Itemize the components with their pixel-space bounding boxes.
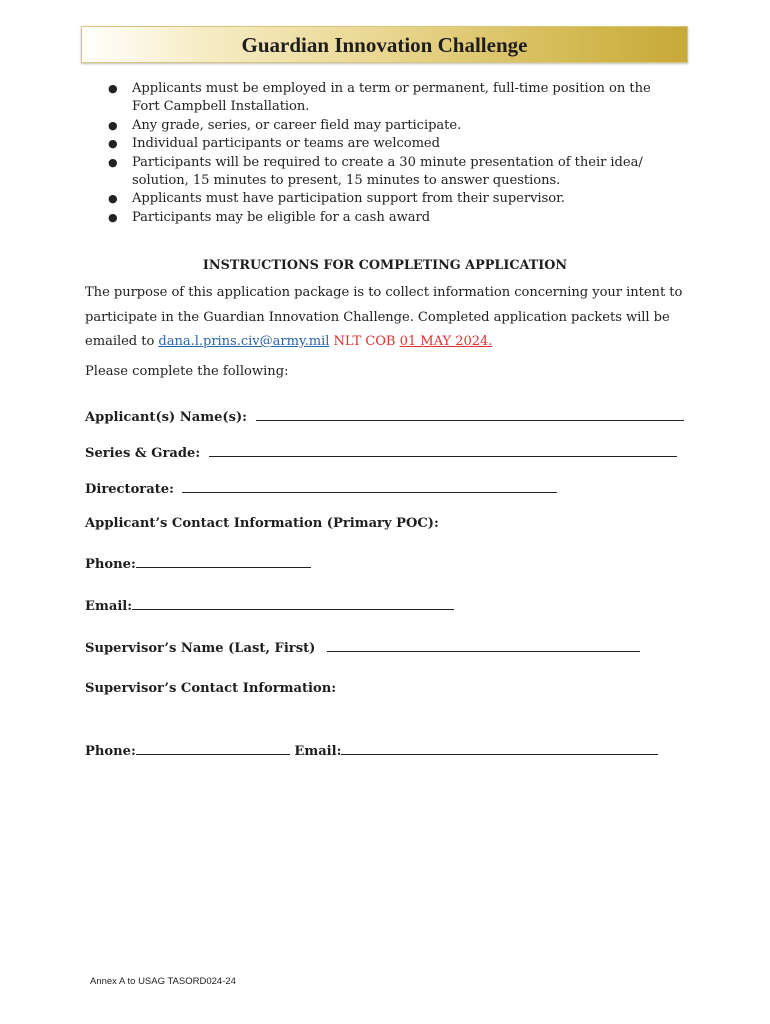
bullet-icon: ● xyxy=(108,210,118,224)
applicant-names-label: Applicant(s) Name(s): xyxy=(85,410,247,425)
applicant-contact-heading: Applicant’s Contact Information (Primary POC): xyxy=(85,516,439,531)
supervisor-phone-input-line[interactable] xyxy=(136,742,290,755)
directorate-field xyxy=(85,480,557,497)
email-input-line[interactable] xyxy=(132,597,454,610)
email-field xyxy=(85,597,454,614)
list-item-text: Any grade, series, or career field may participate. xyxy=(132,117,462,133)
supervisor-name-input-line[interactable] xyxy=(327,639,640,652)
bullet-icon: ● xyxy=(108,137,118,151)
title-banner xyxy=(81,26,688,63)
directorate-label: Directorate: xyxy=(85,482,174,497)
deadline-date: 01 MAY 2024. xyxy=(399,334,493,349)
phone-input-line[interactable] xyxy=(136,555,311,568)
supervisor-contact-heading: Supervisor’s Contact Information: xyxy=(85,681,337,696)
list-item xyxy=(108,80,668,117)
instructions-paragraph xyxy=(85,281,685,355)
applicant-names-field xyxy=(85,408,684,425)
series-grade-label: Series & Grade: xyxy=(85,446,201,461)
list-item-text: Individual participants or teams are welcomed xyxy=(132,136,440,152)
please-complete-text: Please complete the following: xyxy=(85,364,289,379)
list-item xyxy=(108,190,668,208)
list-item xyxy=(108,117,668,135)
series-grade-field xyxy=(85,444,677,461)
supervisor-email-input-line[interactable] xyxy=(341,742,658,755)
supervisor-name-label: Supervisor’s Name (Last, First) xyxy=(85,641,316,656)
phone-field xyxy=(85,555,311,572)
list-item xyxy=(108,209,668,227)
supervisor-name-field xyxy=(85,639,640,656)
bullet-icon: ● xyxy=(108,192,118,206)
contact-email-link[interactable]: dana.l.prins.civ@army.mil xyxy=(158,334,330,349)
bullet-icon: ● xyxy=(108,155,118,169)
list-item-text: Participants will be required to create a 30 minute presentation of their idea/ solution, 15 minutes to present, 15 minutes to answer questions. xyxy=(132,154,643,189)
bullet-icon: ● xyxy=(108,82,118,95)
list-item-text: Participants may be eligible for a cash award xyxy=(132,209,431,225)
instructions-heading: INSTRUCTIONS FOR COMPLETING APPLICATION xyxy=(202,258,568,273)
page-title: Guardian Innovation Challenge xyxy=(241,33,528,57)
list-item xyxy=(108,135,668,153)
directorate-input-line[interactable] xyxy=(182,480,557,493)
supervisor-phone-label: Phone: xyxy=(85,744,136,759)
supervisor-phone-email-field xyxy=(85,742,658,759)
instructions-text: The purpose of this application package is to collect information concerning your intent to participate in the Guardian Innovation Challenge. Completed application packets will be emailed to xyxy=(85,285,683,349)
series-grade-input-line[interactable] xyxy=(209,444,677,457)
eligibility-list xyxy=(108,80,668,227)
list-item xyxy=(108,154,668,191)
supervisor-email-label: Email: xyxy=(294,744,342,759)
list-item-text: Applicants must have participation support from their supervisor. xyxy=(132,191,565,207)
footer-annex-text: Annex A to USAG TASORD024-24 xyxy=(90,976,236,987)
phone-label: Phone: xyxy=(85,557,136,572)
email-label: Email: xyxy=(85,599,133,614)
deadline-prefix: NLT COB xyxy=(329,334,400,349)
list-item-text: Applicants must be employed in a term or permanent, full-time position on the Fort Campbell Installation. xyxy=(132,81,651,115)
applicant-names-input-line[interactable] xyxy=(256,408,684,421)
bullet-icon: ● xyxy=(108,118,118,132)
